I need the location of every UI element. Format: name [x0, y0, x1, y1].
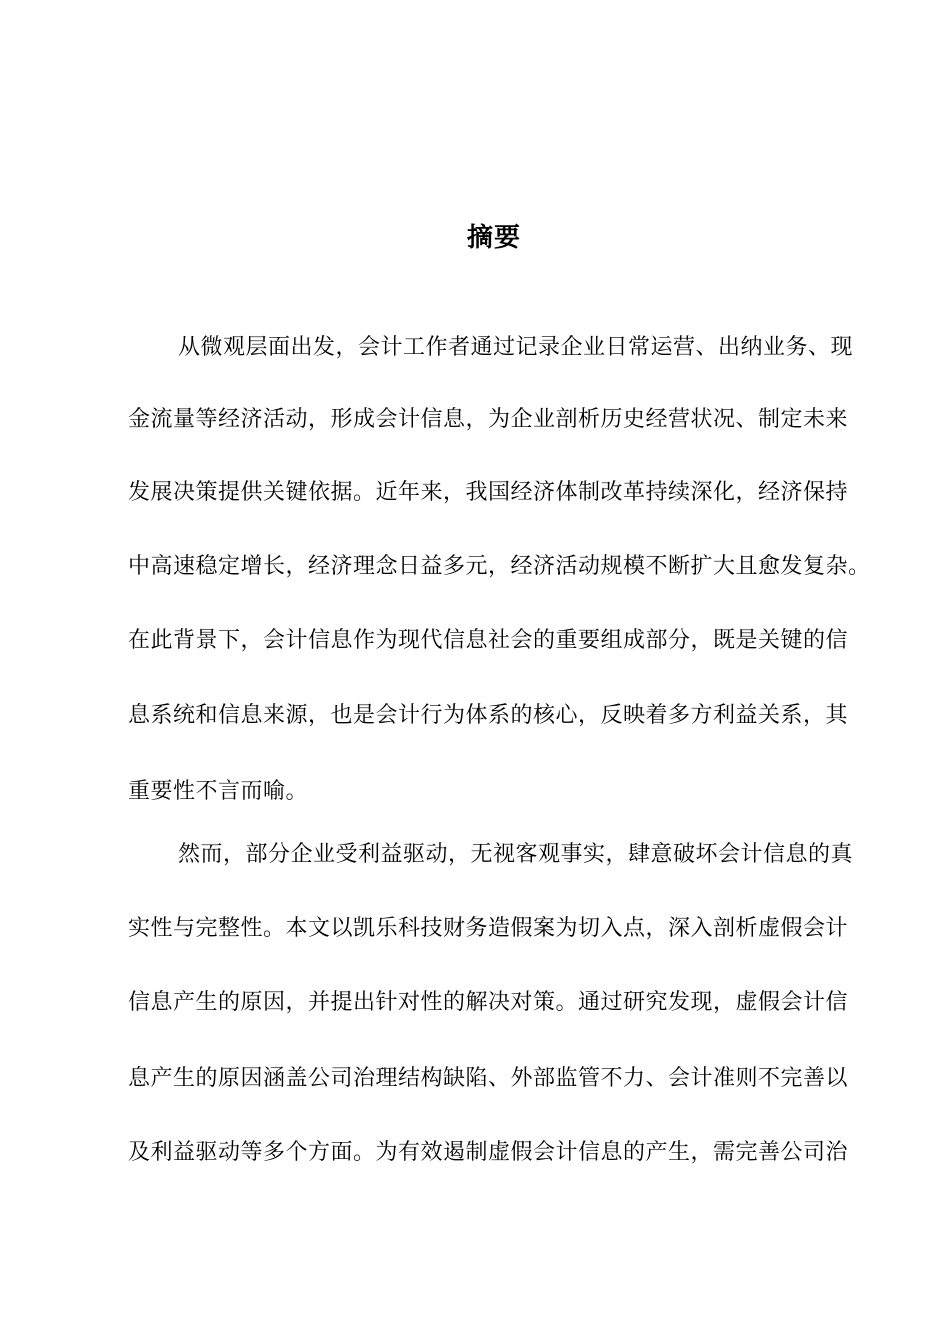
abstract-title: 摘要: [466, 223, 521, 253]
paragraph-1-line-4: 中高速稳定增长，经济理念日益多元，经济活动规模不断扩大且愈发复杂。: [128, 554, 871, 579]
paragraph-1-line-5: 在此背景下，会计信息作为现代信息社会的重要组成部分，既是关键的信: [128, 628, 849, 653]
paragraph-1-line-3: 发展决策提供关键依据。近年来，我国经济体制改革持续深化，经济保持: [128, 480, 849, 505]
paragraph-1-line-6: 息系统和信息来源，也是会计行为体系的核心，反映着多方利益关系，其: [128, 703, 849, 728]
paragraph-1-line-1: 从微观层面出发，会计工作者通过记录企业日常运营、出纳业务、现: [178, 335, 854, 360]
paragraph-2-line-3: 信息产生的原因，并提出针对性的解决对策。通过研究发现，虚假会计信: [128, 990, 849, 1015]
paragraph-2-line-5: 及利益驱动等多个方面。为有效遏制虚假会计信息的产生，需完善公司治: [128, 1140, 849, 1165]
paragraph-2-line-4: 息产生的原因涵盖公司治理结构缺陷、外部监管不力、会计准则不完善以: [128, 1066, 849, 1091]
paragraph-2-line-1: 然而，部分企业受利益驱动，无视客观事实，肆意破坏会计信息的真: [178, 842, 854, 867]
paragraph-1-line-7: 重要性不言而喻。: [128, 779, 309, 804]
paragraph-2-line-2: 实性与完整性。本文以凯乐科技财务造假案为切入点，深入剖析虚假会计: [128, 916, 849, 941]
paragraph-1-line-2: 金流量等经济活动，形成会计信息，为企业剖析历史经营状况、制定未来: [128, 407, 849, 432]
